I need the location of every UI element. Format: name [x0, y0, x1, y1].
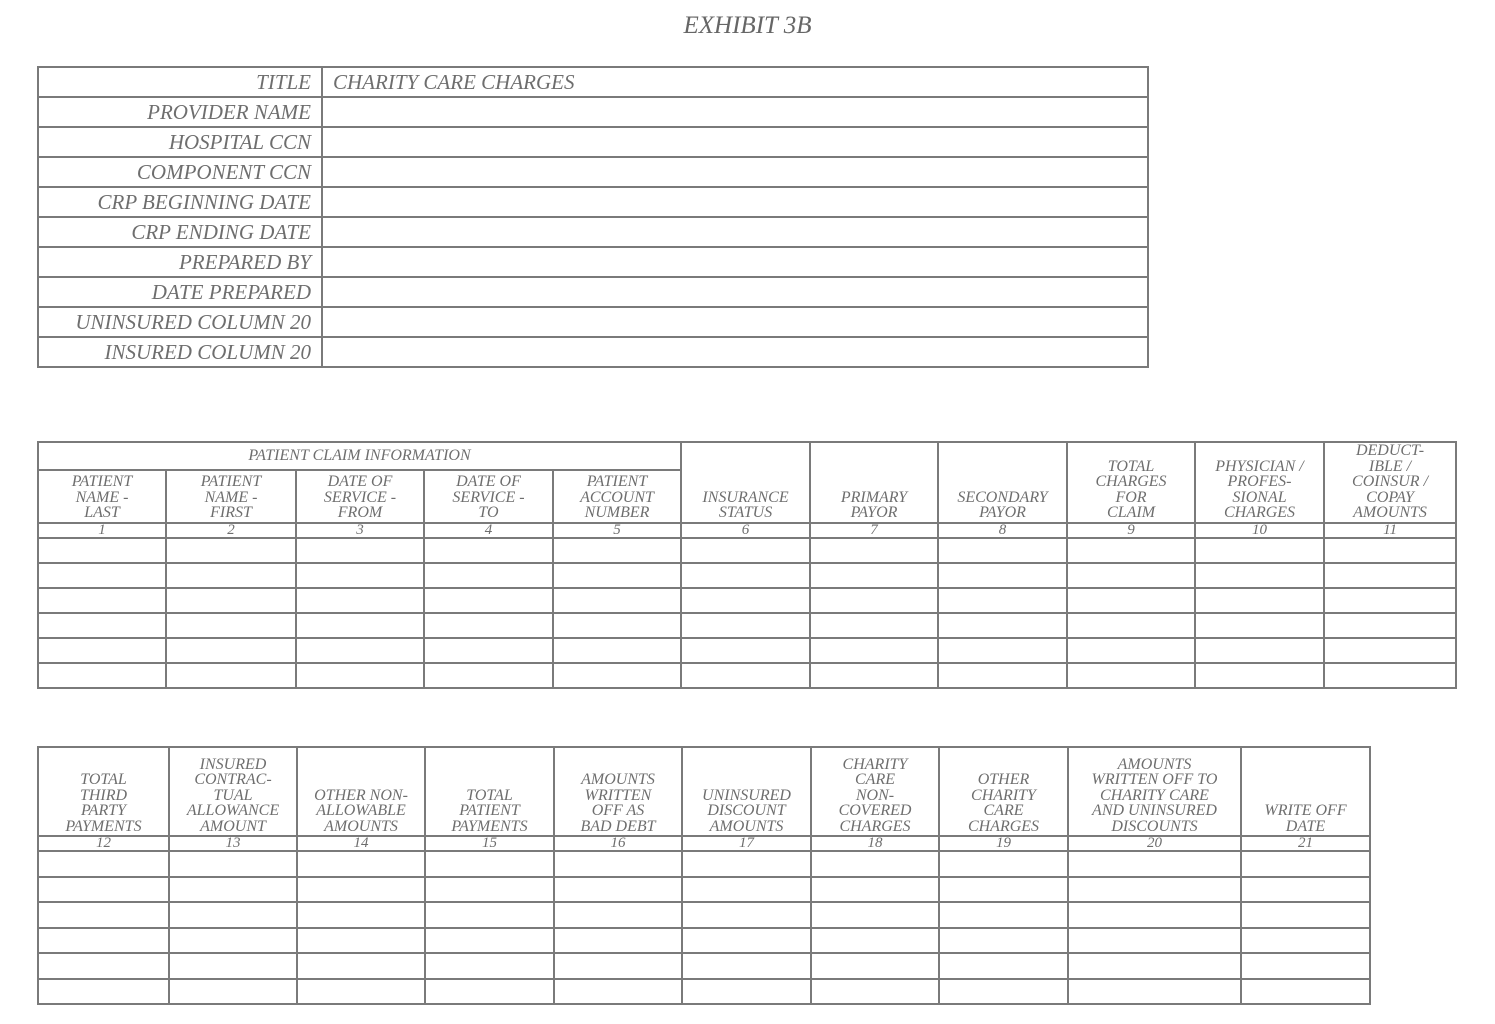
table-row [38, 953, 1370, 979]
entry-cell[interactable] [1195, 563, 1324, 588]
entry-cell[interactable] [1068, 877, 1241, 903]
entry-cell[interactable] [681, 588, 810, 613]
info-row [38, 187, 1148, 217]
entry-cell[interactable] [553, 663, 681, 688]
column-header-line: DISCOUNT [707, 802, 786, 819]
info-row [38, 277, 1148, 307]
column-header-line: PATIENT [71, 473, 133, 490]
entry-cell[interactable] [38, 638, 166, 663]
entry-cell[interactable] [424, 663, 553, 688]
entry-cell[interactable] [682, 851, 811, 877]
column-header-line: WRITTEN OFF TO [1091, 771, 1218, 788]
entry-cell[interactable] [38, 979, 169, 1005]
info-row [38, 217, 1148, 247]
entry-cell[interactable] [1068, 979, 1241, 1005]
column-header-line: COINSUR / [1352, 473, 1429, 490]
table-row [38, 613, 1456, 638]
entry-cell[interactable] [297, 928, 425, 954]
column-number: 7 [810, 523, 938, 538]
entry-cell[interactable] [38, 953, 169, 979]
column-header-line: ALLOWANCE [186, 802, 280, 819]
entry-cell[interactable] [1324, 663, 1456, 688]
charity-amounts-table [37, 746, 1371, 1005]
entry-cell[interactable] [1067, 638, 1195, 663]
table-row [38, 851, 1370, 877]
info-row [38, 67, 1148, 97]
column-header-line: CHARGES [1223, 504, 1296, 521]
column-header-line: TO [478, 504, 499, 521]
column-number: 8 [938, 523, 1067, 538]
entry-cell[interactable] [296, 563, 424, 588]
header-info-table [37, 66, 1149, 368]
entry-cell[interactable] [1241, 851, 1370, 877]
column-header-line: FOR [1115, 488, 1147, 506]
column-header-line: OFF AS [591, 802, 645, 819]
entry-cell[interactable] [811, 979, 939, 1005]
column-header-line: IBLE / [1368, 457, 1412, 475]
column-header-line: DATE [1285, 817, 1326, 835]
info-value-field[interactable] [322, 157, 1148, 187]
column-header [939, 747, 1068, 836]
info-value-field[interactable] [322, 247, 1148, 277]
info-label: HOSPITAL CCN [38, 127, 322, 157]
column-header-line: PAYMENTS [65, 817, 142, 835]
table-row [38, 588, 1456, 613]
entry-cell[interactable] [425, 902, 554, 928]
column-header [810, 442, 938, 523]
info-row [38, 157, 1148, 187]
column-header-line: WRITTEN [584, 786, 652, 804]
entry-cell[interactable] [553, 588, 681, 613]
column-header-line: CHARITY [842, 755, 908, 773]
entry-cell[interactable] [297, 851, 425, 877]
entry-cell[interactable] [939, 902, 1068, 928]
entry-cell[interactable] [811, 851, 939, 877]
info-row [38, 97, 1148, 127]
entry-cell[interactable] [681, 563, 810, 588]
entry-cell[interactable] [38, 563, 166, 588]
column-header-line: TOTAL [466, 786, 513, 804]
entry-cell[interactable] [938, 538, 1067, 563]
info-value-field[interactable] [322, 337, 1148, 367]
column-number: 1 [38, 523, 166, 538]
info-row [38, 307, 1148, 337]
entry-cell[interactable] [681, 538, 810, 563]
info-label: CRP ENDING DATE [38, 217, 322, 247]
column-header [38, 747, 169, 836]
column-header-line: DATE OF [327, 473, 393, 490]
column-header-line: AND UNINSURED [1092, 802, 1217, 819]
entry-cell[interactable] [38, 588, 166, 613]
column-header-line: BAD DEBT [580, 817, 656, 835]
entry-cell[interactable] [296, 638, 424, 663]
table-row [38, 663, 1456, 688]
column-header-line: CARE [855, 771, 895, 788]
entry-cell[interactable] [424, 638, 553, 663]
info-label: TITLE [38, 67, 322, 97]
entry-cell[interactable] [938, 663, 1067, 688]
column-number: 20 [1068, 836, 1241, 851]
column-header-line: UNINSURED [702, 786, 791, 804]
column-header-line: PROFES- [1227, 473, 1292, 490]
info-label: DATE PREPARED [38, 277, 322, 307]
entry-cell[interactable] [811, 953, 939, 979]
entry-cell[interactable] [38, 663, 166, 688]
entry-cell[interactable] [939, 851, 1068, 877]
info-label: CRP BEGINNING DATE [38, 187, 322, 217]
entry-cell[interactable] [682, 902, 811, 928]
column-header-line: PHYSICIAN / [1215, 457, 1304, 475]
entry-cell[interactable] [553, 563, 681, 588]
entry-cell[interactable] [1241, 928, 1370, 954]
entry-cell[interactable] [297, 953, 425, 979]
column-header-line: NAME - [204, 488, 258, 506]
entry-cell[interactable] [169, 953, 297, 979]
entry-cell[interactable] [682, 928, 811, 954]
entry-cell[interactable] [424, 588, 553, 613]
entry-cell[interactable] [938, 638, 1067, 663]
column-header [166, 470, 296, 523]
column-number: 17 [682, 836, 811, 851]
entry-cell[interactable] [682, 979, 811, 1005]
column-header [554, 747, 682, 836]
entry-cell[interactable] [169, 902, 297, 928]
column-header-line: FROM [337, 504, 383, 521]
entry-cell[interactable] [1067, 563, 1195, 588]
column-header-line: PAYMENTS [451, 817, 528, 835]
entry-cell[interactable] [425, 877, 554, 903]
entry-cell[interactable] [296, 588, 424, 613]
entry-cell[interactable] [938, 588, 1067, 613]
column-header-line: STATUS [718, 504, 773, 521]
column-header-line: NUMBER [584, 504, 650, 521]
entry-cell[interactable] [1241, 979, 1370, 1005]
entry-cell[interactable] [554, 902, 682, 928]
info-label: UNINSURED COLUMN 20 [38, 307, 322, 337]
entry-cell[interactable] [553, 638, 681, 663]
table-row [38, 877, 1370, 903]
entry-cell[interactable] [810, 538, 938, 563]
info-label: INSURED COLUMN 20 [38, 337, 322, 367]
column-header [296, 470, 424, 523]
entry-cell[interactable] [38, 613, 166, 638]
column-header-line: ACCOUNT [580, 488, 654, 506]
column-header [38, 470, 166, 523]
table-row [38, 638, 1456, 663]
entry-cell[interactable] [1324, 613, 1456, 638]
column-number: 19 [939, 836, 1068, 851]
column-header-line: CONTRAC- [194, 771, 272, 788]
entry-cell[interactable] [1067, 538, 1195, 563]
column-header-line: TUAL [213, 786, 253, 804]
entry-cell[interactable] [1195, 588, 1324, 613]
entry-cell[interactable] [810, 613, 938, 638]
column-header-line: NON- [855, 786, 895, 804]
table-row [38, 902, 1370, 928]
column-header-line: CHARITY [971, 786, 1036, 804]
entry-cell[interactable] [554, 979, 682, 1005]
column-header-line: DATE OF [456, 473, 521, 490]
entry-cell[interactable] [424, 563, 553, 588]
column-header [1067, 442, 1195, 523]
entry-cell[interactable] [1241, 877, 1370, 903]
entry-cell[interactable] [1241, 902, 1370, 928]
entry-cell[interactable] [1195, 538, 1324, 563]
entry-cell[interactable] [425, 851, 554, 877]
entry-cell[interactable] [425, 979, 554, 1005]
entry-cell[interactable] [681, 613, 810, 638]
entry-cell[interactable] [939, 928, 1068, 954]
entry-cell[interactable] [811, 928, 939, 954]
column-number: 6 [681, 523, 810, 538]
column-header-line: PAYOR [850, 504, 898, 521]
column-header-line: AMOUNTS [1353, 504, 1427, 521]
table-row [38, 979, 1370, 1005]
table-row [38, 563, 1456, 588]
entry-cell[interactable] [1241, 953, 1370, 979]
column-header-line: PATIENT [459, 802, 520, 819]
entry-cell[interactable] [810, 588, 938, 613]
entry-cell[interactable] [938, 563, 1067, 588]
column-header [1324, 442, 1456, 523]
column-header-line: WRITE OFF [1264, 802, 1347, 819]
column-header-line: COPAY [1366, 488, 1414, 506]
info-value-field[interactable] [322, 217, 1148, 247]
entry-cell[interactable] [169, 851, 297, 877]
entry-cell[interactable] [1195, 638, 1324, 663]
entry-cell[interactable] [554, 877, 682, 903]
entry-cell[interactable] [166, 613, 296, 638]
column-header-line: INSURANCE [702, 488, 789, 506]
column-header-line: AMOUNTS [1117, 755, 1192, 773]
entry-cell[interactable] [1067, 663, 1195, 688]
column-number: 10 [1195, 523, 1324, 538]
entry-cell[interactable] [425, 953, 554, 979]
column-header-line: AMOUNTS [581, 771, 655, 788]
group-header: PATIENT CLAIM INFORMATION [38, 442, 681, 470]
entry-cell[interactable] [553, 538, 681, 563]
entry-cell[interactable] [554, 851, 682, 877]
entry-cell[interactable] [681, 663, 810, 688]
entry-cell[interactable] [38, 877, 169, 903]
entry-cell[interactable] [297, 877, 425, 903]
entry-cell[interactable] [169, 877, 297, 903]
entry-cell[interactable] [38, 902, 169, 928]
info-label: PREPARED BY [38, 247, 322, 277]
column-number: 9 [1067, 523, 1195, 538]
column-header-line: DISCOUNTS [1111, 817, 1198, 835]
entry-cell[interactable] [681, 638, 810, 663]
entry-cell[interactable] [939, 953, 1068, 979]
column-number-row [38, 523, 1456, 538]
column-header [297, 747, 425, 836]
column-header-line: NAME - [75, 488, 129, 506]
entry-cell[interactable] [169, 928, 297, 954]
entry-cell[interactable] [166, 638, 296, 663]
entry-cell[interactable] [297, 902, 425, 928]
column-header-line: PATIENT [586, 473, 648, 490]
entry-cell[interactable] [297, 979, 425, 1005]
entry-cell[interactable] [1068, 953, 1241, 979]
column-header [682, 747, 811, 836]
info-label: COMPONENT CCN [38, 157, 322, 187]
entry-cell[interactable] [1324, 638, 1456, 663]
entry-cell[interactable] [1068, 928, 1241, 954]
entry-cell[interactable] [166, 538, 296, 563]
column-header-line: PARTY [80, 802, 127, 819]
column-header-line: LAST [84, 504, 120, 521]
column-header [1068, 747, 1241, 836]
entry-cell[interactable] [554, 928, 682, 954]
table-row [38, 538, 1456, 563]
column-header-line: CHARGES [1095, 473, 1167, 490]
column-header-line: COVERED [838, 802, 912, 819]
column-header-line: AMOUNTS [324, 817, 398, 835]
column-number: 2 [166, 523, 296, 538]
entry-cell[interactable] [424, 538, 553, 563]
entry-cell[interactable] [166, 663, 296, 688]
column-header-line: TOTAL [80, 771, 127, 788]
entry-cell[interactable] [810, 563, 938, 588]
entry-cell[interactable] [38, 928, 169, 954]
entry-cell[interactable] [1068, 902, 1241, 928]
column-header-line: SERVICE - [323, 488, 397, 506]
column-number: 15 [425, 836, 554, 851]
header-row [38, 442, 1456, 470]
entry-cell[interactable] [939, 877, 1068, 903]
column-number: 4 [424, 523, 553, 538]
column-number: 14 [297, 836, 425, 851]
column-header [1195, 442, 1324, 523]
column-header [424, 470, 553, 523]
entry-cell[interactable] [1324, 588, 1456, 613]
entry-cell[interactable] [554, 953, 682, 979]
info-row [38, 337, 1148, 367]
entry-cell[interactable] [682, 877, 811, 903]
exhibit-title: EXHIBIT 3B [683, 12, 812, 39]
column-number: 13 [169, 836, 297, 851]
column-header-line: CHARGES [967, 817, 1040, 835]
entry-cell[interactable] [169, 979, 297, 1005]
entry-cell[interactable] [296, 663, 424, 688]
entry-cell[interactable] [425, 928, 554, 954]
column-header [1241, 747, 1370, 836]
column-header-line: ALLOWABLE [316, 802, 406, 819]
column-header-line: DEDUCT- [1355, 442, 1425, 459]
column-header-line: PAYOR [979, 504, 1026, 521]
entry-cell[interactable] [938, 613, 1067, 638]
column-header-line: OTHER [977, 771, 1030, 788]
column-number: 12 [38, 836, 169, 851]
column-number: 18 [811, 836, 939, 851]
entry-cell[interactable] [296, 538, 424, 563]
entry-cell[interactable] [1324, 563, 1456, 588]
column-header [553, 470, 681, 523]
info-value-field[interactable] [322, 127, 1148, 157]
entry-cell[interactable] [1067, 588, 1195, 613]
entry-cell[interactable] [1195, 613, 1324, 638]
entry-cell[interactable] [166, 588, 296, 613]
entry-cell[interactable] [1195, 663, 1324, 688]
column-number: 3 [296, 523, 424, 538]
column-number: 5 [553, 523, 681, 538]
info-value-field[interactable]: CHARITY CARE CHARGES [322, 67, 1148, 97]
column-header [169, 747, 297, 836]
entry-cell[interactable] [38, 538, 166, 563]
entry-cell[interactable] [811, 902, 939, 928]
entry-cell[interactable] [1067, 613, 1195, 638]
column-header-line: CARE [983, 802, 1024, 819]
entry-cell[interactable] [939, 979, 1068, 1005]
entry-cell[interactable] [38, 851, 169, 877]
column-header-line: CHARGES [839, 817, 911, 835]
column-number: 21 [1241, 836, 1370, 851]
column-header-line: PRIMARY [840, 488, 908, 506]
info-value-field[interactable] [322, 277, 1148, 307]
info-value-field[interactable] [322, 307, 1148, 337]
entry-cell[interactable] [682, 953, 811, 979]
entry-cell[interactable] [811, 877, 939, 903]
entry-cell[interactable] [810, 638, 938, 663]
column-header-line: INSURED [199, 755, 267, 773]
info-row [38, 127, 1148, 157]
column-header-line: SIONAL [1232, 488, 1287, 506]
column-header-line: AMOUNTS [709, 817, 784, 835]
info-row [38, 247, 1148, 277]
table-row [38, 928, 1370, 954]
column-number: 16 [554, 836, 682, 851]
entry-cell[interactable] [553, 613, 681, 638]
column-header-line: FIRST [210, 504, 252, 521]
column-header-line: PATIENT [200, 473, 262, 490]
patient-claim-table [37, 441, 1457, 689]
column-header-line: CLAIM [1107, 504, 1156, 521]
header-row [38, 747, 1370, 836]
entry-cell[interactable] [296, 613, 424, 638]
column-header-line: THIRD [79, 786, 128, 804]
entry-cell[interactable] [810, 663, 938, 688]
column-header-line: SECONDARY [957, 488, 1048, 506]
entry-cell[interactable] [1068, 851, 1241, 877]
column-header-line: CHARITY CARE [1100, 786, 1209, 804]
column-header [425, 747, 554, 836]
entry-cell[interactable] [424, 613, 553, 638]
column-header-line: OTHER NON- [314, 786, 408, 804]
info-value-field[interactable] [322, 97, 1148, 127]
column-number-row [38, 836, 1370, 851]
column-header-line: SERVICE - [452, 488, 525, 506]
column-header [681, 442, 810, 523]
column-header-line: AMOUNT [200, 817, 266, 835]
column-header-line: TOTAL [1107, 457, 1155, 475]
entry-cell[interactable] [166, 563, 296, 588]
entry-cell[interactable] [1324, 538, 1456, 563]
info-label: PROVIDER NAME [38, 97, 322, 127]
info-value-field[interactable] [322, 187, 1148, 217]
column-header [938, 442, 1067, 523]
column-header [811, 747, 939, 836]
column-number: 11 [1324, 523, 1456, 538]
